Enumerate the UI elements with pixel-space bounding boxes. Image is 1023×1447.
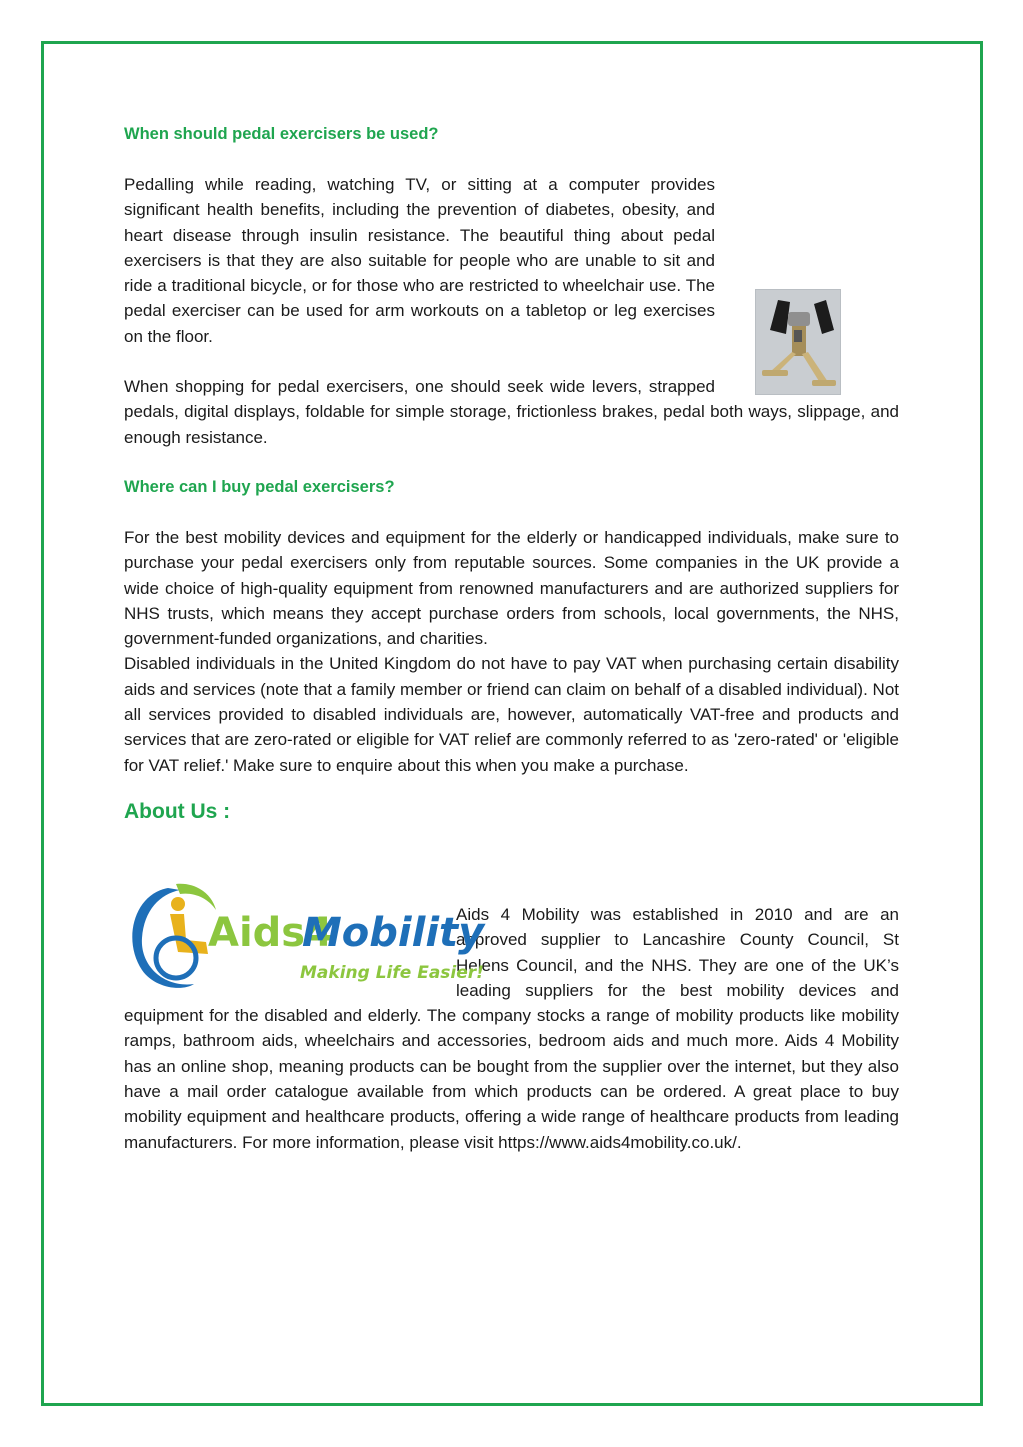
paragraph-vat: Disabled individuals in the United Kingdom do not have to pay VAT when purchasing certain disability aids and services (note that a family member or friend can claim on behalf of a disabled individual). Not all services provided to disabled individuals are, however, automatically VAT-free and products and services that are zero-rated or eligible for VAT relief are commonly referred to as 'zero-rated' or 'eligible for VAT relief.' Make sure to enquire about this when you make a purchase. xyxy=(124,654,899,775)
svg-text:Mobility: Mobility xyxy=(302,909,485,956)
heading-where-buy: Where can I buy pedal exercisers? xyxy=(124,477,395,496)
document-content xyxy=(124,122,899,1155)
paragraph-features: When shopping for pedal exercisers, one should seek wide levers, strapped pedals, digital displays, foldable for simple storage, frictionless brakes, pedal both ways, slippage, and enough resistance. xyxy=(124,377,899,447)
heading-when-used: When should pedal exercisers be used? xyxy=(124,125,439,143)
svg-text:Aids4: Aids4 xyxy=(208,909,333,956)
aids4mobility-logo xyxy=(124,880,485,992)
pedal-exerciser-image xyxy=(755,289,841,395)
svg-text:Making Life Easier!: Making Life Easier! xyxy=(300,962,484,983)
heading-about-us: About Us : xyxy=(124,799,231,823)
paragraph-benefits: Pedalling while reading, watching TV, or sitting at a computer provides significant health benefits, including the prevention of diabetes, obesity, and heart disease through insulin resistance. The beautiful thing about pedal exercisers is that they are also suitable for people who are unable to sit and ride a traditional bicycle, or for those who are restricted to wheelchair use. The pedal exerciser can be used for arm workouts on a tabletop or leg exercises on the floor. xyxy=(124,175,715,346)
paragraph-reputable-sources: For the best mobility devices and equipment for the elderly or handicapped individuals, make sure to purchase your pedal exercisers only from reputable sources. Some companies in the UK provide a wide choice of high-quality equipment from renowned manufacturers and are authorized suppliers for NHS trusts, which means they accept purchase orders from schools, local governments, the NHS, government-funded organizations, and charities. xyxy=(124,527,899,649)
paragraph-about-company: Aids 4 Mobility was established in 2010 and are an approved supplier to Lancashire County Council, St Helens Council, and the NHS. They are one of the UK’s leading suppliers for the best mobility devices and equipment for the disabled and elderly. The company stocks a range of mobility products like mobility ramps, bathroom aids, wheelchairs and accessories, bedroom aids and much more. Aids 4 Mobility has an online shop, meaning products can be bought from the supplier over the internet, but they also have a mail order catalogue available from which products can be ordered. A great place to buy mobility equipment and healthcare products, offering a wide range of healthcare products from leading manufacturers. For more information, please visit https://www.aids4mobility.co.uk/. xyxy=(124,904,899,1152)
